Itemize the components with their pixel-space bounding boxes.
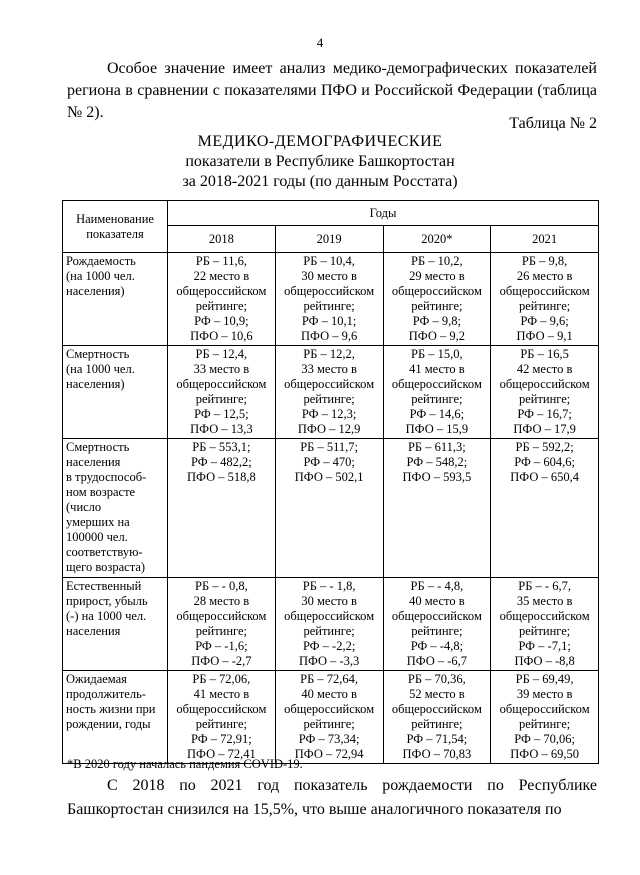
value-line: РБ – 12,2,	[303, 347, 355, 361]
indicator-line: населения	[66, 455, 121, 469]
indicator-cell	[63, 253, 168, 346]
value-line: РБ – 15,0,	[411, 347, 463, 361]
value-cell-2021	[491, 253, 599, 346]
indicator-line: Ожидаемая	[66, 672, 127, 686]
indicator-line: (на 1000 чел.	[66, 269, 135, 283]
value-line: общероссийском	[284, 702, 375, 716]
value-line: РФ – 548,2;	[406, 455, 468, 469]
value-line: рейтинге;	[411, 392, 463, 406]
value-cell-2019	[275, 439, 383, 578]
indicator-line: щего возраста)	[66, 560, 146, 574]
value-line: ПФО – -6,7	[406, 654, 468, 668]
value-line: РФ – 604,6;	[514, 455, 575, 469]
indicator-line: (на 1000 чел.	[66, 362, 135, 376]
value-line: РБ – 11,6,	[195, 254, 247, 268]
indicator-cell	[63, 439, 168, 578]
value-cell-2020	[383, 671, 491, 764]
value-line: РФ – 12,3;	[301, 407, 357, 421]
value-line: РБ – 592,2;	[515, 440, 574, 454]
table-row	[63, 671, 599, 764]
table-row	[63, 253, 599, 346]
value-line: ПФО – 10,6	[190, 329, 253, 343]
value-line: ПФО – 9,1	[516, 329, 573, 343]
indicator-line: Естественный	[66, 579, 142, 593]
table-label: Таблица № 2	[509, 115, 597, 132]
table-title	[0, 132, 640, 192]
value-line: РФ – 12,5;	[194, 407, 249, 421]
indicator-line: в трудоспособ-	[66, 470, 147, 484]
indicator-line: ность жизни при	[66, 702, 156, 716]
value-line: общероссийском	[176, 284, 267, 298]
value-line: РФ – -7,1;	[518, 639, 571, 653]
value-line: ПФО – 13,3	[190, 422, 253, 436]
value-line: РБ – 16,5	[520, 347, 569, 361]
value-line: РФ – 10,1;	[301, 314, 357, 328]
value-line: общероссийском	[176, 609, 267, 623]
value-line: рейтинге;	[303, 299, 355, 313]
indicator-cell	[63, 578, 168, 671]
value-cell-2019	[275, 578, 383, 671]
header-years: Годы	[168, 201, 599, 226]
value-line: РБ – - 6,7,	[518, 579, 571, 593]
value-line: общероссийском	[284, 609, 375, 623]
indicator-line: Рождаемость	[66, 254, 136, 268]
value-line: 41 место в	[193, 687, 250, 701]
value-cell-2021	[491, 671, 599, 764]
value-line: общероссийском	[499, 702, 590, 716]
value-line: ПФО – 650,4	[510, 470, 579, 484]
value-line: РБ – 10,2,	[411, 254, 463, 268]
indicator-line: населения	[66, 624, 121, 638]
value-line: рейтинге;	[518, 299, 571, 313]
value-line: рейтинге;	[411, 299, 463, 313]
value-line: ПФО – -3,3	[298, 654, 360, 668]
value-line: общероссийском	[391, 284, 482, 298]
value-line: ПФО – 9,2	[408, 329, 465, 343]
value-line: ПФО – 72,41	[187, 747, 256, 761]
header-year-2018: 2018	[168, 226, 276, 253]
indicator-line: умерших на	[66, 515, 130, 529]
indicator-line: (-) на 1000 чел.	[66, 609, 147, 623]
demographics-table	[62, 200, 599, 764]
value-line: РБ – - 4,8,	[410, 579, 464, 593]
value-line: РБ – 553,1;	[192, 440, 251, 454]
value-cell-2021	[491, 578, 599, 671]
table-row	[63, 578, 599, 671]
value-line: рейтинге;	[518, 717, 571, 731]
value-line: РБ – 611,3;	[407, 440, 466, 454]
value-line: РФ – 72,91;	[191, 732, 252, 746]
value-line: РБ – 12,4,	[195, 347, 248, 361]
value-line: РБ – - 0,8,	[195, 579, 248, 593]
value-line: ПФО – 17,9	[513, 422, 576, 436]
value-line: общероссийском	[499, 609, 590, 623]
value-line: 35 место в	[516, 594, 573, 608]
value-line: 28 место в	[193, 594, 250, 608]
indicator-line: населения)	[66, 284, 125, 298]
value-cell-2018	[168, 578, 276, 671]
value-line: ПФО – 518,8	[187, 470, 256, 484]
value-line: рейтинге;	[518, 624, 571, 638]
value-cell-2018	[168, 671, 276, 764]
value-line: РБ – 69,49,	[515, 672, 574, 686]
value-line: рейтинге;	[195, 624, 248, 638]
value-line: рейтинге;	[195, 299, 248, 313]
value-line: ПФО – 9,6	[301, 329, 358, 343]
indicator-line: (число	[66, 500, 102, 514]
value-line: РФ – 9,6;	[520, 314, 569, 328]
indicator-cell	[63, 346, 168, 439]
indicator-line: 100000 чел.	[66, 530, 128, 544]
value-line: рейтинге;	[195, 717, 248, 731]
value-line: ПФО – 72,94	[294, 747, 364, 761]
value-line: 40 место в	[301, 687, 357, 701]
value-line: общероссийском	[499, 377, 590, 391]
indicator-cell	[63, 671, 168, 764]
value-line: 39 место в	[516, 687, 573, 701]
page-number: 4	[316, 35, 324, 50]
value-line: рейтинге;	[303, 717, 355, 731]
value-line: 29 место в	[409, 269, 465, 283]
value-cell-2019	[275, 253, 383, 346]
value-line: РФ – -1,6;	[195, 639, 248, 653]
value-line: общероссийском	[499, 284, 590, 298]
indicator-line: Смертность	[66, 347, 130, 361]
value-cell-2021	[491, 439, 599, 578]
title-line-1: МЕДИКО-ДЕМОГРАФИЧЕСКИЕ	[197, 133, 443, 150]
value-line: 40 место в	[409, 594, 465, 608]
value-line: ПФО – -8,8	[514, 654, 575, 668]
value-line: рейтинге;	[195, 392, 248, 406]
value-line: 33 место в	[193, 362, 250, 376]
footnote: *В 2020 году началась пандемия COVID-19.	[67, 757, 303, 771]
value-line: 42 место в	[516, 362, 573, 376]
value-cell-2019	[275, 671, 383, 764]
value-cell-2020	[383, 346, 491, 439]
value-line: РБ – - 1,8,	[302, 579, 356, 593]
value-line: ПФО – 502,1	[294, 470, 364, 484]
value-cell-2019	[275, 346, 383, 439]
value-cell-2018	[168, 439, 276, 578]
indicator-line: ном возрасте	[66, 485, 136, 499]
value-line: общероссийском	[391, 609, 482, 623]
value-line: РБ – 511,7;	[300, 440, 358, 454]
value-line: ПФО – 12,9	[297, 422, 361, 436]
value-line: РФ – 470;	[303, 455, 355, 469]
indicator-line: соответствую-	[66, 545, 143, 559]
value-cell-2020	[383, 578, 491, 671]
value-line: общероссийском	[391, 702, 482, 716]
value-line: РФ – 70,06;	[514, 732, 575, 746]
value-cell-2018	[168, 346, 276, 439]
value-line: общероссийском	[176, 377, 267, 391]
title-line-2: показатели в Республике Башкортостан	[185, 153, 455, 170]
value-line: рейтинге;	[411, 624, 463, 638]
value-line: РФ – 482,2;	[191, 455, 252, 469]
indicator-line: населения)	[66, 377, 125, 391]
value-line: РБ – 9,8,	[521, 254, 568, 268]
value-line: РБ – 72,64,	[300, 672, 359, 686]
value-line: РФ – 9,8;	[412, 314, 461, 328]
value-line: общероссийском	[284, 284, 375, 298]
indicator-line: Смертность	[66, 440, 130, 454]
value-line: 52 место в	[409, 687, 465, 701]
value-line: РФ – -4,8;	[410, 639, 464, 653]
value-line: РФ – 71,54;	[406, 732, 468, 746]
value-line: рейтинге;	[518, 392, 571, 406]
value-line: 30 место в	[301, 269, 357, 283]
value-line: ПФО – 69,50	[510, 747, 579, 761]
value-line: общероссийском	[284, 377, 375, 391]
value-line: 41 место в	[409, 362, 465, 376]
indicator-line: продолжитель-	[66, 687, 146, 701]
value-line: 30 место в	[301, 594, 357, 608]
value-line: РБ – 72,06,	[192, 672, 251, 686]
value-cell-2018	[168, 253, 276, 346]
value-cell-2020	[383, 253, 491, 346]
value-line: рейтинге;	[303, 392, 355, 406]
intro-paragraph: Особое значение имеет анализ медико-демографических показателей региона в сравнении с показателями ПФО и Российской Федерации (таблица № 2).	[67, 60, 597, 121]
table-row	[63, 439, 599, 578]
header-year-2020: 2020*	[383, 226, 491, 253]
value-line: РФ – 10,9;	[194, 314, 249, 328]
header-indicator: Наименование показателя	[63, 201, 168, 253]
value-line: общероссийском	[176, 702, 267, 716]
indicator-line: прирост, убыль	[66, 594, 148, 608]
value-line: РБ – 70,36,	[407, 672, 466, 686]
table-row	[63, 346, 599, 439]
value-line: ПФО – 15,9	[405, 422, 469, 436]
value-line: рейтинге;	[411, 717, 463, 731]
value-line: РБ – 10,4,	[303, 254, 355, 268]
value-line: рейтинге;	[303, 624, 355, 638]
title-line-3: за 2018-2021 годы (по данным Росстата)	[182, 173, 458, 190]
value-line: общероссийском	[391, 377, 482, 391]
value-line: РФ – 14,6;	[409, 407, 465, 421]
header-year-2019: 2019	[275, 226, 383, 253]
value-line: РФ – -2,2;	[302, 639, 356, 653]
value-cell-2021	[491, 346, 599, 439]
value-line: РФ – 73,34;	[298, 732, 360, 746]
value-line: 26 место в	[516, 269, 573, 283]
value-line: 22 место в	[193, 269, 250, 283]
value-cell-2020	[383, 439, 491, 578]
value-line: ПФО – 593,5	[402, 470, 472, 484]
value-line: 33 место в	[301, 362, 357, 376]
header-year-2021: 2021	[491, 226, 599, 253]
value-line: ПФО – 70,83	[402, 747, 472, 761]
conclusion-paragraph: С 2018 по 2021 год показатель рождаемости по Республике Башкортостан снизился на 15,5%, что выше аналогичного показателя по	[67, 777, 597, 818]
indicator-line: рождении, годы	[66, 717, 151, 731]
value-line: РФ – 16,7;	[517, 407, 572, 421]
value-line: ПФО – -2,7	[191, 654, 252, 668]
